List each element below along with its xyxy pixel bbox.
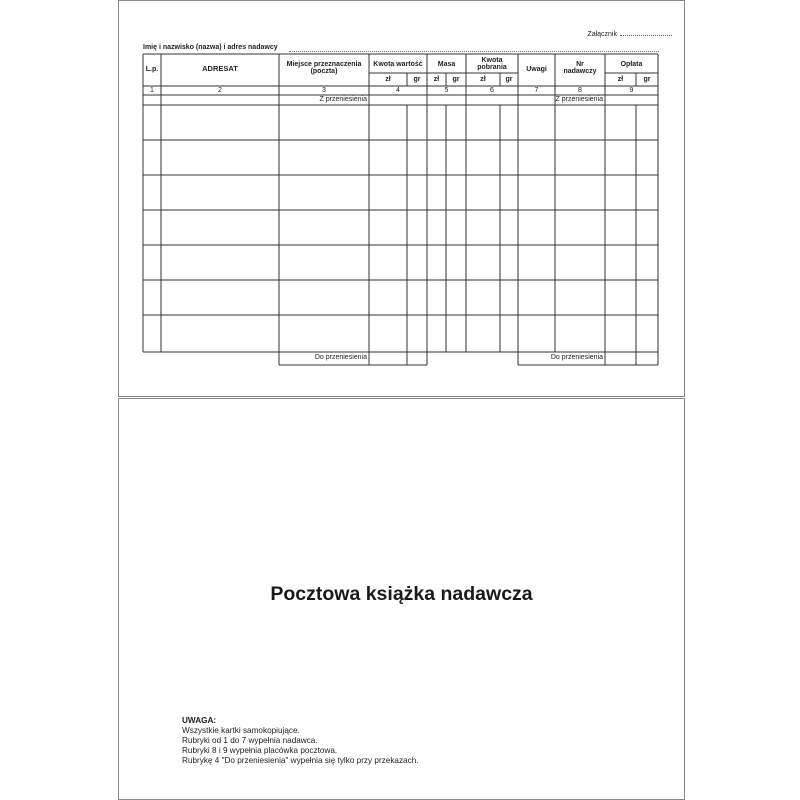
header-gr: gr (452, 76, 460, 83)
carry-over-label: Z przeniesienia (555, 96, 603, 103)
header-lp: L.p. (145, 66, 159, 73)
header-zl: zł (433, 76, 440, 83)
column-number: 4 (396, 87, 400, 94)
header-nr-nadawczy (555, 61, 605, 76)
header-zl: zł (617, 76, 624, 83)
carry-forward-label: Do przeniesienia (550, 354, 603, 361)
carry-forward-label: Do przeniesienia (314, 354, 367, 361)
notes-block (182, 716, 419, 766)
notes-heading: UWAGA: (182, 716, 217, 725)
header-gr: gr (643, 76, 651, 83)
header-nr-nadawczy-line2: nadawczy (563, 68, 597, 76)
sender-label: Imię i nazwisko (nazwa) i adres nadawcy (143, 44, 278, 51)
header-miejsce-line1: Miejsce przeznaczenia (286, 61, 362, 68)
header-kwota-wartosc: Kwota wartość (373, 61, 423, 68)
notes-line: Wszystkie kartki samokopiujące. (182, 726, 300, 735)
header-zl: zł (480, 76, 486, 83)
cover-title: Pocztowa książka nadawcza (270, 583, 533, 605)
header-zl: zł (385, 76, 391, 83)
column-number: 9 (629, 87, 634, 94)
column-number: 3 (322, 87, 326, 94)
header-miejsce (279, 61, 369, 76)
header-oplata: Opłata (620, 61, 643, 68)
header-gr: gr (505, 76, 513, 83)
header-kwota-pobrania-line1: Kwota (481, 57, 503, 64)
attachment-label: Załącznik (587, 31, 617, 38)
header-kwota-pobrania (466, 57, 518, 72)
attachment-field (587, 31, 672, 38)
notes-line: Rubryki od 1 do 7 wypełnia nadawca. (182, 736, 318, 745)
form-page (118, 0, 685, 397)
notes-line: Rubryki 8 i 9 wypełnia placówka pocztowa. (182, 746, 338, 755)
column-number: 7 (534, 87, 539, 94)
attachment-line (620, 35, 672, 36)
column-number: 5 (444, 87, 449, 94)
column-number: 8 (578, 87, 582, 94)
header-masa: Masa (437, 61, 456, 68)
header-adresat: ADRESAT (202, 64, 238, 73)
sender-line (289, 51, 659, 52)
column-number: 2 (218, 87, 222, 94)
header-gr: gr (413, 76, 421, 83)
column-number: 6 (490, 87, 494, 94)
notes-line: Rubrykę 4 "Do przeniesienia" wypełnia się tylko przy przekazach. (182, 756, 419, 765)
header-nr-nadawczy-line1: Nr (576, 61, 584, 68)
header-miejsce-line2: (poczta) (310, 68, 338, 76)
header-uwagi: Uwagi (526, 66, 547, 73)
header-kwota-pobrania-line2: pobrania (477, 64, 507, 72)
column-number: 1 (150, 87, 154, 94)
sender-field (143, 44, 659, 51)
carry-over-label: Z przeniesienia (319, 96, 367, 103)
